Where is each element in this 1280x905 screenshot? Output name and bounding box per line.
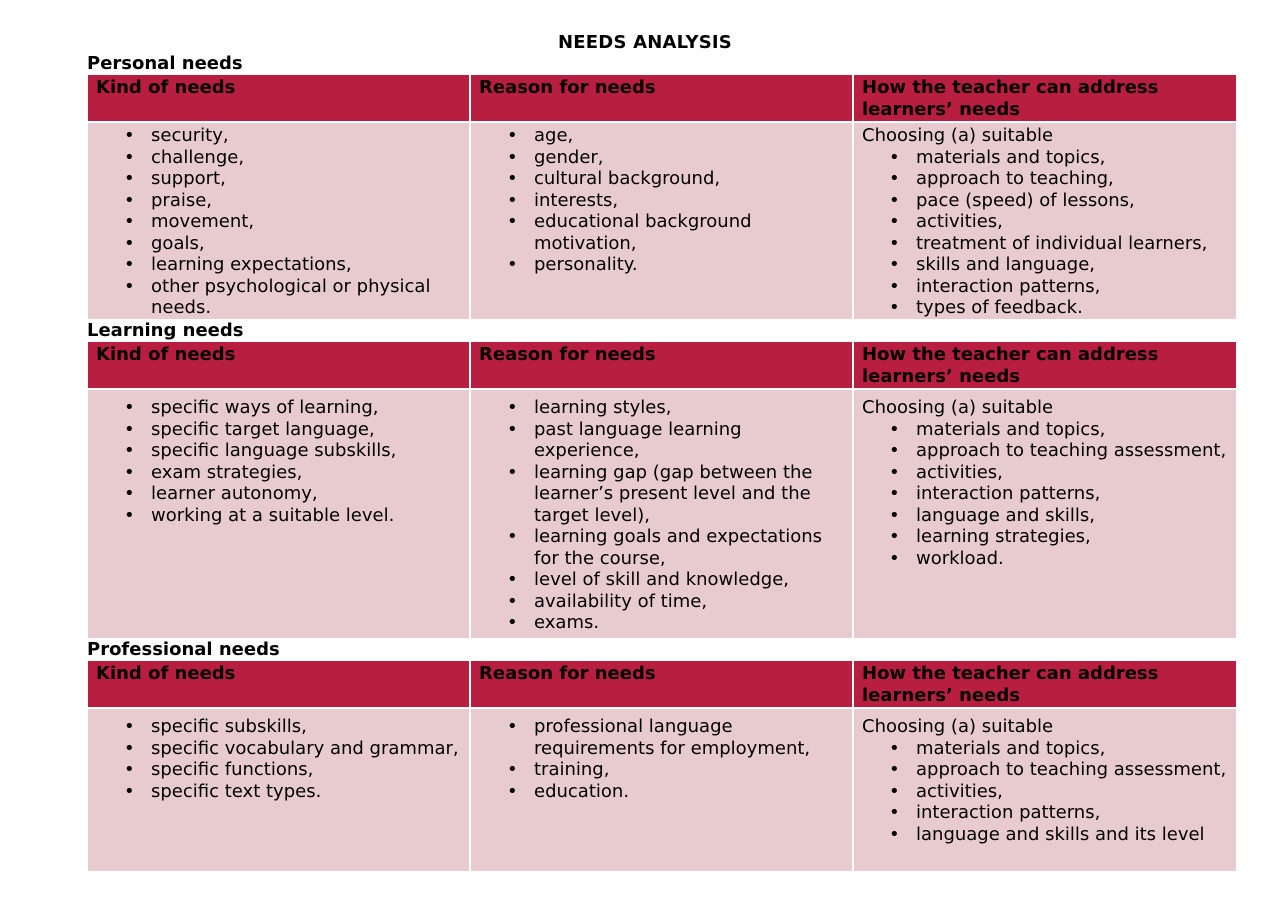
list-item: • approach to teaching, (916, 168, 1228, 190)
column-header-kind: Kind of needs (87, 341, 470, 389)
list-item: • interests, (534, 190, 844, 212)
table-row (87, 708, 1237, 872)
list-item: • specific text types. (151, 781, 461, 803)
list-item: • learner autonomy, (151, 483, 461, 505)
list-item: • training, (534, 759, 844, 781)
address-cell (853, 708, 1237, 872)
list-item: • age, (534, 125, 844, 147)
list-item: • learning gap (gap between the learner’s present level and the target level), (534, 462, 844, 527)
list-item: • learning strategies, (916, 526, 1228, 548)
list-item: • other psychological or physical needs. (151, 276, 461, 319)
column-header-reason: Reason for needs (470, 660, 853, 708)
personal-needs-table (86, 73, 1238, 321)
list-item: • types of feedback. (916, 297, 1228, 319)
list-item: • specific subskills, (151, 716, 461, 738)
column-header-reason: Reason for needs (470, 341, 853, 389)
address-intro: Choosing (a) suitable (862, 397, 1054, 418)
column-header-kind: Kind of needs (87, 660, 470, 708)
column-header-reason: Reason for needs (470, 74, 853, 122)
list-item: • learning expectations, (151, 254, 461, 276)
list-item: • professional language requirements for employment, (534, 716, 844, 759)
address-intro: Choosing (a) suitable (862, 125, 1054, 146)
column-header-address: How the teacher can address learners’ needs (853, 341, 1237, 389)
list-item: • approach to teaching assessment, (916, 759, 1228, 781)
list-item: • educational background motivation, (534, 211, 844, 254)
kind-cell (87, 122, 470, 320)
list-item: • exam strategies, (151, 462, 461, 484)
list-item: • materials and topics, (916, 738, 1228, 760)
list-item: • specific language subskills, (151, 440, 461, 462)
page-title: NEEDS ANALYSIS (558, 32, 732, 53)
list-item: • goals, (151, 233, 461, 255)
list-item: • level of skill and knowledge, (534, 569, 844, 591)
list-item: • personality. (534, 254, 844, 276)
table-header-row (87, 341, 1237, 389)
list-item: • exams. (534, 612, 844, 634)
column-header-address: How the teacher can address learners’ needs (853, 74, 1237, 122)
list-item: • language and skills, (916, 505, 1228, 527)
list-item: • interaction patterns, (916, 483, 1228, 505)
reason-list (479, 397, 844, 634)
table-header-row (87, 74, 1237, 122)
list-item: • activities, (916, 462, 1228, 484)
address-intro: Choosing (a) suitable (862, 716, 1054, 737)
list-item: • treatment of individual learners, (916, 233, 1228, 255)
column-header-kind: Kind of needs (87, 74, 470, 122)
table-header-row (87, 660, 1237, 708)
address-cell (853, 389, 1237, 639)
section-heading-professional: Professional needs (87, 639, 280, 660)
table-row (87, 389, 1237, 639)
list-item: • pace (speed) of lessons, (916, 190, 1228, 212)
list-item: • gender, (534, 147, 844, 169)
list-item: • specific ways of learning, (151, 397, 461, 419)
list-item: • activities, (916, 781, 1228, 803)
list-item: • approach to teaching assessment, (916, 440, 1228, 462)
list-item: • interaction patterns, (916, 802, 1228, 824)
list-item: • materials and topics, (916, 147, 1228, 169)
reason-cell (470, 389, 853, 639)
list-item: • availability of time, (534, 591, 844, 613)
kind-cell (87, 389, 470, 639)
list-item: • interaction patterns, (916, 276, 1228, 298)
reason-list (479, 125, 844, 276)
list-item: • skills and language, (916, 254, 1228, 276)
address-list (862, 147, 1228, 319)
address-list (862, 738, 1228, 846)
kind-list (96, 397, 461, 526)
list-item: • security, (151, 125, 461, 147)
kind-list (96, 125, 461, 319)
reason-list (479, 716, 844, 802)
list-item: • praise, (151, 190, 461, 212)
list-item: • activities, (916, 211, 1228, 233)
section-heading-learning: Learning needs (87, 320, 244, 341)
kind-list (96, 716, 461, 802)
reason-cell (470, 708, 853, 872)
list-item: • movement, (151, 211, 461, 233)
address-list (862, 419, 1228, 570)
table-row (87, 122, 1237, 320)
professional-needs-table (86, 659, 1238, 873)
learning-needs-table (86, 340, 1238, 640)
list-item: • education. (534, 781, 844, 803)
list-item: • language and skills and its level (916, 824, 1228, 846)
list-item: • cultural background, (534, 168, 844, 190)
address-cell (853, 122, 1237, 320)
list-item: • learning styles, (534, 397, 844, 419)
list-item: • workload. (916, 548, 1228, 570)
list-item: • specific target language, (151, 419, 461, 441)
list-item: • challenge, (151, 147, 461, 169)
list-item: • support, (151, 168, 461, 190)
list-item: • specific vocabulary and grammar, (151, 738, 461, 760)
section-heading-personal: Personal needs (87, 53, 243, 74)
column-header-address: How the teacher can address learners’ needs (853, 660, 1237, 708)
list-item: • working at a suitable level. (151, 505, 461, 527)
list-item: • past language learning experience, (534, 419, 844, 462)
list-item: • specific functions, (151, 759, 461, 781)
list-item: • learning goals and expectations for the course, (534, 526, 844, 569)
reason-cell (470, 122, 853, 320)
list-item: • materials and topics, (916, 419, 1228, 441)
kind-cell (87, 708, 470, 872)
